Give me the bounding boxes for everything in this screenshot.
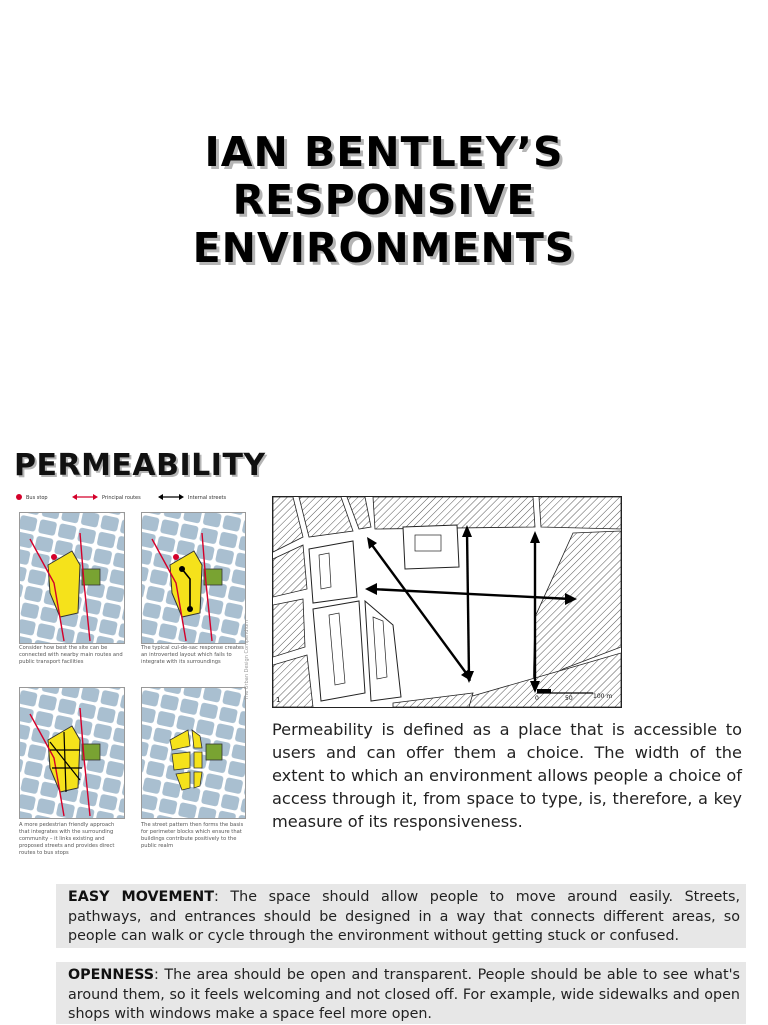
black-arrow-icon [158, 492, 184, 502]
diagram-panel-4 [141, 687, 246, 819]
side-credit: The Urban Design Compendium [244, 620, 250, 700]
caption-4: The street pattern then forms the basis for perimeter blocks which ensure that buildings contribute positively to the public realm [141, 822, 244, 849]
cul-de-sac-diagram [142, 513, 245, 643]
legend-principal-routes: Principal routes [102, 495, 141, 501]
section-title: PERMEABILITY [14, 448, 266, 483]
diagram-panel-1 [19, 512, 125, 644]
permeability-map [272, 496, 622, 708]
legend-internal-streets: Internal streets [188, 495, 227, 501]
title-line-3: ENVIRONMENTS [192, 224, 576, 272]
title-line-2: RESPONSIVE [232, 176, 536, 224]
legend-bus-stop: Bus stop [26, 495, 48, 501]
red-arrow-icon [72, 492, 98, 502]
bus-stop-icon [16, 494, 22, 500]
title-line-1: IAN BENTLEY’S [204, 128, 564, 176]
perimeter-blocks-diagram [142, 688, 245, 818]
site-connection-diagram [20, 513, 124, 643]
openness-heading: OPENNESS [68, 967, 155, 983]
street-network-map [273, 497, 621, 707]
diagram-legend [16, 492, 266, 504]
diagram-panel-2 [141, 512, 246, 644]
pedestrian-friendly-diagram [20, 688, 124, 818]
easy-movement-heading: EASY MOVEMENT [68, 889, 215, 905]
figure-number: 1 [276, 696, 281, 704]
permeability-definition: Permeability is defined as a place that is accessible to users and can offer them a choice. The width of the extent to which an environment allows people a choice of access through it, from space to type, is, therefore, a key measure of its responsiveness. [272, 720, 742, 831]
easy-movement-box [56, 884, 746, 948]
diagram-panel-3 [19, 687, 125, 819]
caption-1: Consider how best the site can be connected with nearby main routes and public transport facilities [19, 645, 123, 665]
scale-zero-label: 0 [535, 695, 539, 702]
caption-3: A more pedestrian friendly approach that integrates with the surrounding community – it links existing and proposed streets and provides direct routes to bus stops [19, 822, 115, 856]
caption-2: The typical cul-de-sac response creates an introverted layout which fails to integrate with its surroundings [141, 645, 244, 665]
openness-box [56, 962, 746, 1024]
page-title [0, 128, 768, 272]
easy-movement-text: : The space should allow people to move around easily. Streets, pathways, and entrances should be designed in a way that connects different areas, so people can walk or cycle through the environment without getting stuck or confused. [68, 889, 741, 944]
scale-label: 100 m [593, 693, 613, 700]
scale-mid-label: 50 [565, 695, 573, 702]
openness-text: : The area should be open and transparent. People should be able to see what's around them, so it feels welcoming and not closed off. For example, wide sidewalks and open shops with windows make a space feel more open. [68, 967, 740, 1022]
